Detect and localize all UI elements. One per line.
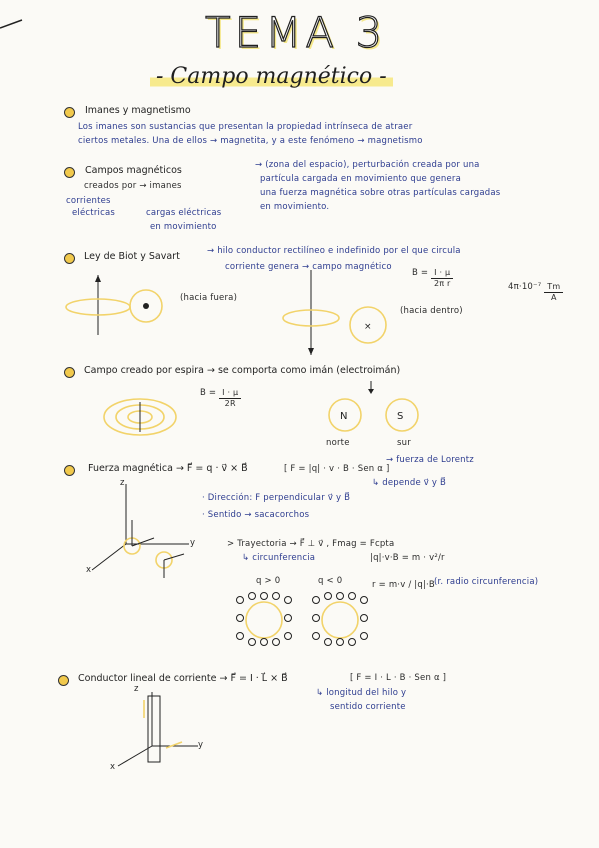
biot-diagram-wire-down <box>275 270 345 355</box>
section-bullet <box>64 167 75 178</box>
mu-value <box>508 282 563 303</box>
conductor-axis-z: z <box>134 684 139 694</box>
corrientes: corrientes <box>66 196 111 206</box>
conductor-axis-x: x <box>110 762 116 772</box>
section-title-fuerza: Fuerza magnética → F⃗ = q · v⃗ × B⃗ <box>88 463 248 474</box>
radius-formula: r = m·v / |q|·B <box>372 580 435 590</box>
svg-text:×: × <box>364 322 372 332</box>
campos-def-1: → (zona del espacio), perturbación creada por una <box>255 160 480 170</box>
norte-pole-letter: N <box>340 411 348 422</box>
fuerza-note-1: → fuerza de Lorentz <box>386 455 474 465</box>
biot-formula <box>412 268 453 289</box>
imanes-line-1: Los imanes son sustancias que presentan la propiedad intrínseca de atraer <box>78 122 413 132</box>
imanes-line-2: ciertos metales. Una de ellos → magnetita, y a este fenómeno → magnetismo <box>78 136 423 146</box>
section-bullet <box>64 253 75 264</box>
section-bullet <box>64 465 75 476</box>
section-title-espira: Campo creado por espira → se comporta como imán (electroimán) <box>84 365 401 376</box>
circunferencia: ↳ circunferencia <box>242 553 316 563</box>
fuerza-equation: |q|·v·B = m · v²/r <box>370 553 445 563</box>
espira-formula-num: I · μ <box>219 388 241 399</box>
section-bullet <box>64 367 75 378</box>
campos-def-4: en movimiento. <box>260 202 330 212</box>
label-hacia-dentro: (hacia dentro) <box>400 306 463 316</box>
fuerza-axis-x: x <box>86 565 92 575</box>
label-q-neg: q < 0 <box>318 576 343 586</box>
fuerza-axis-y: y <box>190 538 196 548</box>
label-norte: norte <box>326 438 350 448</box>
norte-pole-diagram <box>327 397 367 437</box>
conductor-formula: [ F = I · L · B · Sen α ] <box>350 673 447 683</box>
mu-unit-num: Tm <box>544 282 563 293</box>
espira-formula <box>200 388 241 409</box>
biot-diagram-field-in <box>348 305 392 349</box>
page-title: TEMA 3 <box>205 8 387 57</box>
section-bullet <box>64 107 75 118</box>
electricas: eléctricas <box>72 208 115 218</box>
espira-formula-den: 2R <box>224 399 236 408</box>
en-movimiento: en movimiento <box>150 222 217 232</box>
espira-field-lines <box>100 392 180 442</box>
biot-diagram-field-out <box>128 288 168 328</box>
biot-formula-lhs: B = <box>412 268 429 278</box>
fuerza-axis-z: z <box>120 478 125 488</box>
section-title-campos: Campos magnéticos <box>85 165 182 176</box>
conductor-axis-y: y <box>198 740 204 750</box>
conductor-note-1: ↳ longitud del hilo y <box>316 688 407 698</box>
espira-arrow <box>367 381 377 395</box>
fuerza-direccion: · Dirección: F perpendicular v⃗ y B⃗ <box>202 493 351 503</box>
biot-formula-num: I · μ <box>431 268 453 279</box>
trajectory-q-neg <box>310 592 370 648</box>
page-subtitle: - Campo magnético - <box>150 64 393 89</box>
label-sur: sur <box>397 438 411 448</box>
fuerza-sentido: · Sentido → sacacorchos <box>202 510 310 520</box>
conductor-note-2: sentido corriente <box>330 702 406 712</box>
section-title-imanes: Imanes y magnetismo <box>85 105 191 116</box>
trajectory-q-pos <box>234 592 294 648</box>
section-bullet <box>58 675 69 686</box>
label-hacia-fuera: (hacia fuera) <box>180 293 238 303</box>
biot-desc-2: corriente genera → campo magnético <box>225 262 392 272</box>
section-title-biot: Ley de Biot y Savart <box>84 251 180 262</box>
fuerza-axes-diagram <box>84 480 194 580</box>
label-q-pos: q > 0 <box>256 576 281 586</box>
fuerza-note-2: ↳ depende v⃗ y B⃗ <box>372 478 447 488</box>
mu-constant: 4π·10⁻⁷ <box>508 282 542 292</box>
cargas-electricas: cargas eléctricas <box>146 208 222 218</box>
campos-def-3: una fuerza magnética sobre otras partículas cargadas <box>260 188 501 198</box>
biot-desc-1: → hilo conductor rectilíneo e indefinido por el que circula <box>207 246 461 256</box>
conductor-axes-diagram <box>110 690 200 770</box>
radius-note: (r. radio circunferencia) <box>434 577 539 587</box>
mu-unit-den: A <box>550 293 557 302</box>
creados-por: creados por → imanes <box>84 181 182 191</box>
section-title-conductor: Conductor lineal de corriente → F⃗ = I · L⃗ × B⃗ <box>78 673 288 684</box>
sur-pole-letter: S <box>397 411 404 422</box>
fuerza-formula: [ F = |q| · v · B · Sen α ] <box>284 464 390 474</box>
trayectoria: > Trayectoria → F⃗ ⊥ v⃗ , Fmag = Fcpta <box>227 539 395 549</box>
corner-stroke <box>0 0 40 30</box>
biot-formula-den: 2π r <box>433 279 451 288</box>
espira-formula-lhs: B = <box>200 388 217 398</box>
campos-def-2: partícula cargada en movimiento que genera <box>260 174 462 184</box>
sur-pole-diagram <box>384 397 424 437</box>
